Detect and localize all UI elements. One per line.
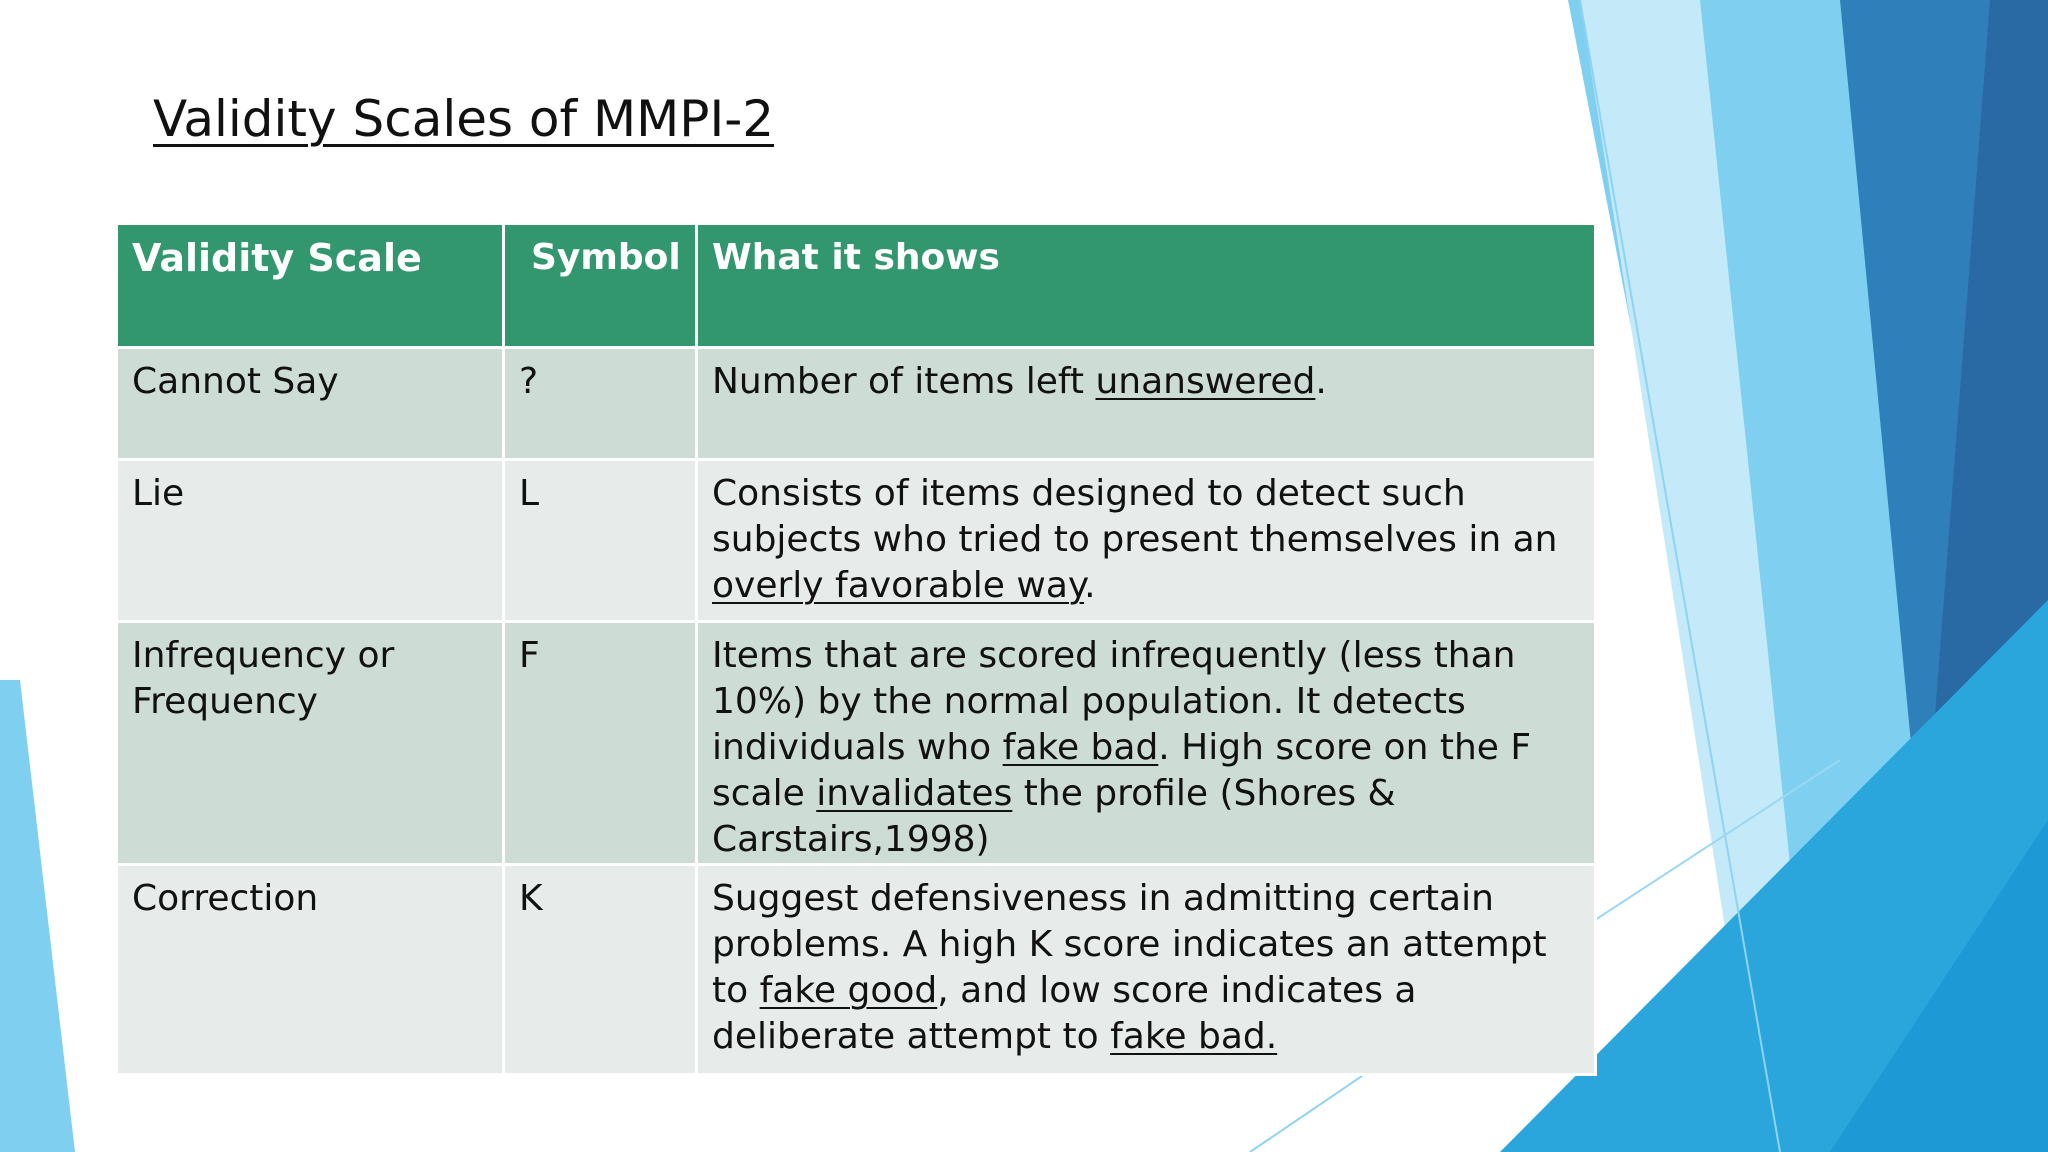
description-cell: [697, 622, 1596, 865]
underlined-text: invalidates: [816, 773, 1013, 814]
description-text: . High score on the F scale: [712, 727, 1532, 814]
symbol-cell: L: [504, 460, 697, 622]
underlined-text: overly favorable way: [712, 565, 1085, 606]
underlined-text: fake bad.: [1110, 1016, 1278, 1057]
description-text: , and low score indicates a deliberate attempt to: [712, 970, 1417, 1057]
symbol-cell: ?: [504, 348, 697, 460]
symbol-cell: F: [504, 622, 697, 865]
scale-name-cell: Lie: [117, 460, 504, 622]
description-cell: [697, 460, 1596, 622]
deco-left-wedge: [0, 680, 75, 1152]
table-row: [117, 622, 1596, 865]
description-text: Items that are scored infrequently (less than 10%) by the normal population. It detects individuals who: [712, 635, 1516, 768]
description-text: Consists of items designed to detect such subjects who tried to present themselves in an: [712, 473, 1558, 560]
description-text: the profile (Shores & Carstairs,1998): [712, 773, 1396, 860]
header-symbol: Symbol: [504, 224, 697, 348]
table-row: [117, 460, 1596, 622]
header-validity-scale: Validity Scale: [117, 224, 504, 348]
underlined-text: fake good: [759, 970, 938, 1011]
table-row: [117, 865, 1596, 1075]
table-row: [117, 348, 1596, 460]
page-title: Validity Scales of MMPI-2: [153, 90, 775, 148]
description-text: Suggest defensiveness in admitting certain problems. A high K score indicates an attempt to: [712, 878, 1547, 1011]
description-text: .: [1084, 565, 1096, 606]
underlined-text: unanswered: [1095, 361, 1316, 402]
scale-name-cell: Correction: [117, 865, 504, 1075]
description-text: .: [1315, 361, 1327, 402]
underlined-text: fake bad: [1002, 727, 1159, 768]
scale-name-cell: Infrequency or Frequency: [117, 622, 504, 865]
description-text: Number of items left: [712, 361, 1096, 402]
validity-scales-table: [115, 222, 1597, 1076]
symbol-cell: K: [504, 865, 697, 1075]
description-cell: [697, 865, 1596, 1075]
table-header-row: [117, 224, 1596, 348]
scale-name-cell: Cannot Say: [117, 348, 504, 460]
header-what-it-shows: What it shows: [697, 224, 1596, 348]
description-cell: [697, 348, 1596, 460]
